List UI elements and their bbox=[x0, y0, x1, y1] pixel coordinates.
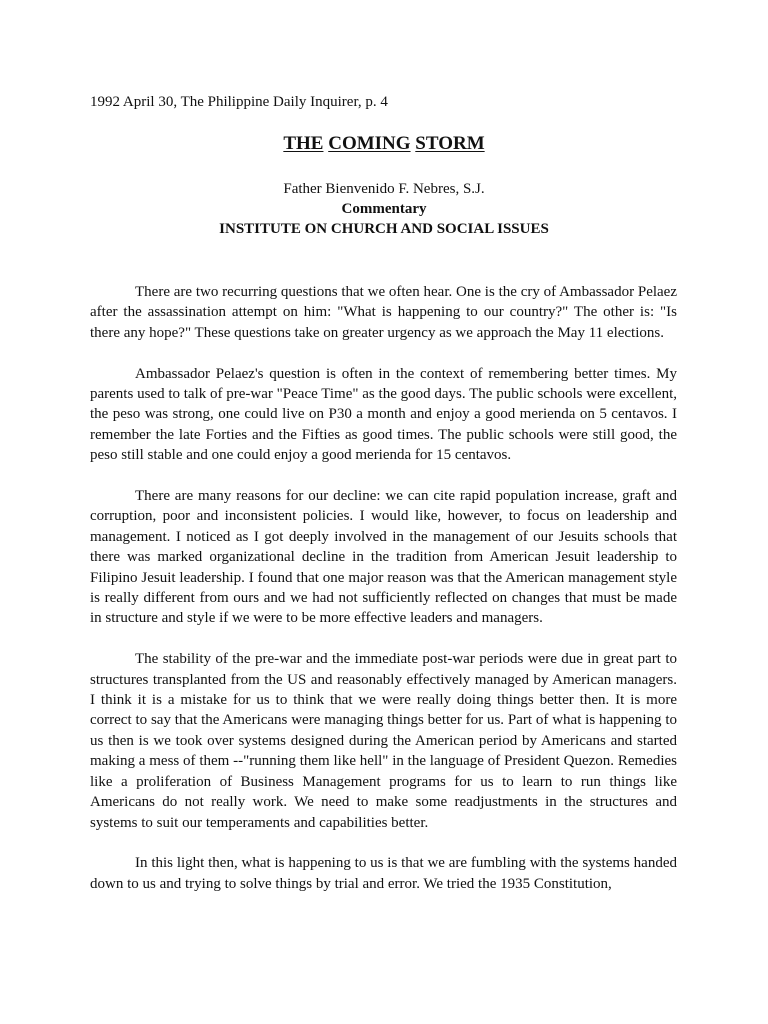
institute-label: INSTITUTE ON CHURCH AND SOCIAL ISSUES bbox=[219, 221, 549, 237]
body-paragraph: Ambassador Pelaez's question is often in the context of remembering better times. My parents used to talk of pre-war "Peace Time" as the good days. The public schools were excellent, the peso was strong, one could live on P30 a month and enjoy a good merienda on 5 centavos. I remember the late Forties and the Fifties as good times. The public schools were still good, the peso still stable and one could enjoy a good merienda for 15 centavos. bbox=[90, 365, 677, 464]
title-word: COMING bbox=[328, 133, 411, 154]
body-paragraph: In this light then, what is happening to us is that we are fumbling with the systems handed down to us and trying to solve things by trial and error. We tried the 1935 Constitution, bbox=[90, 855, 677, 892]
title-word: THE bbox=[283, 133, 324, 154]
section-label: Commentary bbox=[341, 201, 427, 217]
author-line: Father Bienvenido F. Nebres, S.J. bbox=[283, 181, 485, 197]
body-paragraph: There are many reasons for our decline: we can cite rapid population increase, graft and corruption, poor and inconsistent policies. I would like, however, to focus on leadership and management. I noticed as I got deeply involved in the management of our Jesuits schools that there was marked organizational decline in the tradition from American Jesuit leadership to Filipino Jesuit leadership. I found that one major reason was that the American management style is really different from ours and we had not sufficiently reflected on changes that must be made in structure and style if we were to be more effective leaders and managers. bbox=[90, 488, 677, 627]
article-body bbox=[90, 282, 677, 915]
body-paragraph: There are two recurring questions that we often hear. One is the cry of Ambassador Pelaez after the assassination attempt on him: "What is happening to our country?" The other is: "Is there any hope?" These questions take on greater urgency as we approach the May 11 elections. bbox=[90, 284, 677, 341]
title-word: STORM bbox=[415, 133, 485, 154]
body-paragraph: The stability of the pre-war and the immediate post-war periods were due in great part to structures transplanted from the US and reasonably effectively managed by American managers. I think it is a mistake for us to think that we were really doing things better then. It is more correct to say that the Americans were managing things better for us. Part of what is happening to us then is we took over systems designed during the American period by Americans and started making a mess of them --"running them like hell" in the language of President Quezon. Remedies like a proliferation of Business Management programs for us to learn to run things like Americans do not really work. We need to make some readjustments in the structures and systems to suit our temperaments and capabilities better. bbox=[90, 651, 677, 831]
citation-line: 1992 April 30, The Philippine Daily Inquirer, p. 4 bbox=[90, 94, 388, 110]
article-title bbox=[0, 131, 768, 157]
